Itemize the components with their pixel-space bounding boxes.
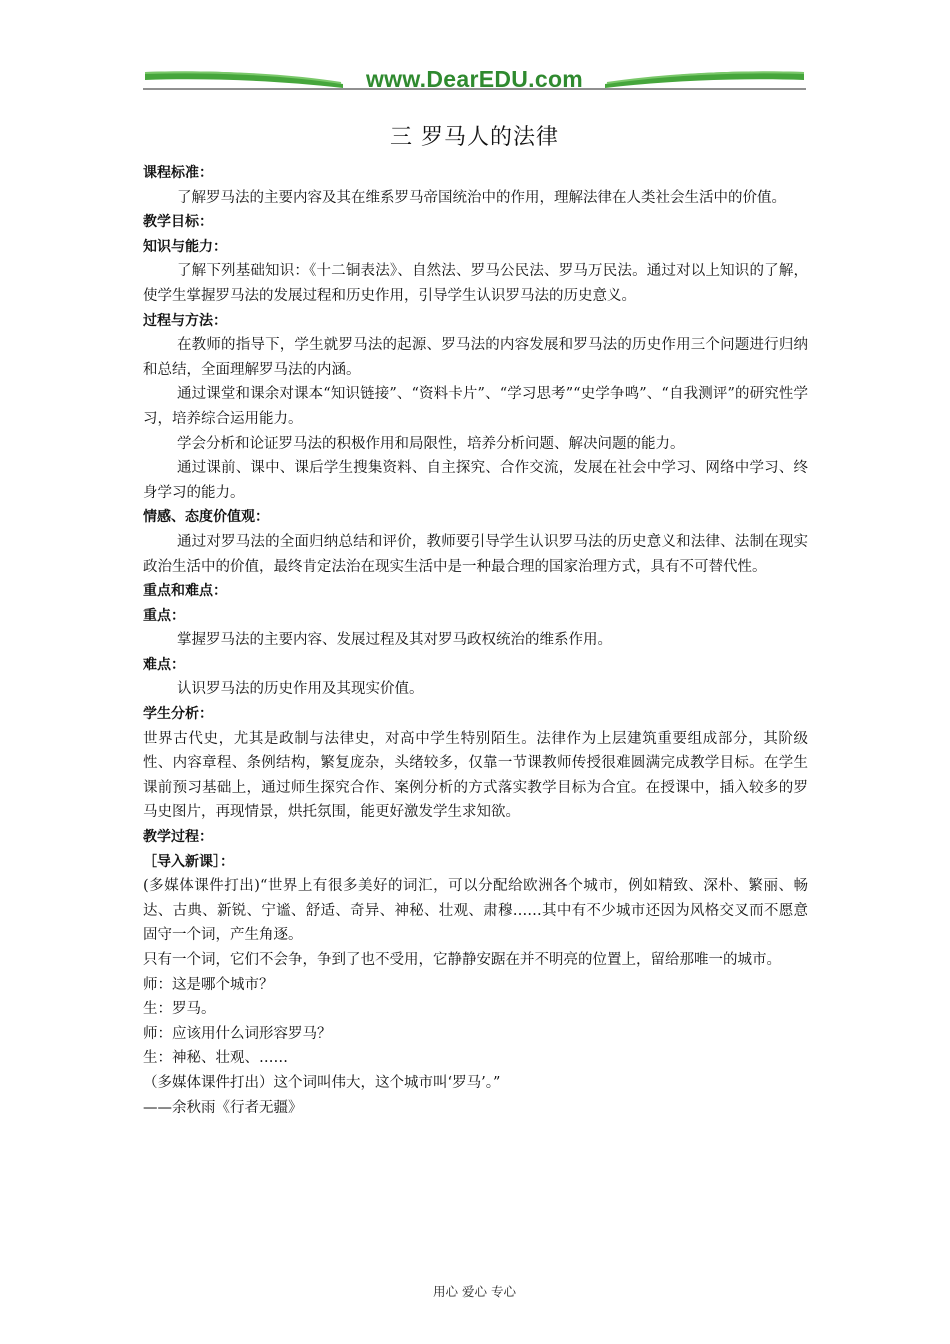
site-header-banner [143, 62, 806, 96]
paragraph-course-standard: 了解罗马法的主要内容及其在维系罗马帝国统治中的作用，理解法律在人类社会生活中的价值。 [177, 189, 786, 206]
paragraph-difficult: 认识罗马法的历史作用及其现实价值。 [177, 681, 424, 698]
paragraph-student-analysis: 世界古代史，尤其是政制与法律史，对高中学生特别陌生。法律作为上层建筑重要组成部分，其阶级性、内容章程、条例结构，繁复庞杂，头绪较多，仅靠一节课教师传授很难圆满完成教学目标。在学生课前预习基础上，通过师生探究合作、案例分析的方式落实教学目标为合宜。在授课中，插入较多的罗马史图片，再现情景，烘托氛围，能更好激发学生求知欲。 [143, 730, 808, 821]
paragraph-intro-2: 只有一个词，它们不会争，争到了也不受用，它静静安踞在并不明亮的位置上，留给那唯一的城市。 [143, 952, 781, 968]
paragraph-emotion: 通过对罗马法的全面归纳总结和评价，教师要引导学生认识罗马法的历史意义和法律、法制在现实政治生活中的价值，最终肯定法治在现实生活中是一种最合理的国家治理方式，具有不可替代性。 [143, 533, 808, 575]
heading-teaching-goals: 教学目标： [143, 214, 213, 231]
heading-intro: ［导入新课］： [143, 853, 234, 870]
paragraph-knowledge: 了解下列基础知识：《十二铜表法》、自然法、罗马公民法、罗马万民法。通过对以上知识的了解，使学生掌握罗马法的发展过程和历史作用，引导学生认识罗马法的历史意义。 [143, 263, 808, 304]
paragraph-intro-1: (多媒体课件打出)“世界上有很多美好的词汇，可以分配给欧洲各个城市，例如精致、深朴、繁丽、畅达、古典、新锐、宁谧、舒适、奇异、神秘、壮观、肃穆……其中有不少城市还因为风格交叉而不愿意固守一个词，产生角逐。 [143, 878, 808, 944]
paragraph-process-3: 学会分析和论证罗马法的积极作用和局限性，培养分析问题、解决问题的能力。 [177, 435, 685, 452]
page-title: 三 罗马人的法律 [390, 125, 559, 150]
heading-knowledge: 知识与能力： [143, 238, 227, 255]
page-footer: 用心 爱心 专心 [433, 1284, 516, 1299]
paragraph-process-1: 在教师的指导下，学生就罗马法的起源、罗马法的内容发展和罗马法的历史作用三个问题进行归纳和总结，全面理解罗马法的内涵。 [143, 337, 808, 378]
quote-attribution: ——余秋雨《行者无疆》 [143, 1099, 303, 1116]
heading-course-standard: 课程标准： [143, 165, 213, 181]
heading-process: 过程与方法： [143, 312, 227, 329]
heading-student-analysis: 学生分析： [143, 706, 213, 723]
heading-teaching-process: 教学过程： [143, 829, 213, 846]
paragraph-process-2: 通过课堂和课余对课本“知识链接”、“资料卡片”、“学习思考”“史学争鸣”、“自我测评”的研究性学习，培养综合运用能力。 [143, 386, 808, 427]
heading-key: 重点： [143, 607, 185, 624]
site-logo-text: www.DearEDU.com [365, 66, 584, 92]
heading-emotion: 情感、态度价值观： [143, 509, 269, 526]
paragraph-key: 掌握罗马法的主要内容、发展过程及其对罗马政权统治的维系作用。 [177, 632, 612, 649]
dialogue-line-3: 师：应该用什么词形容罗马？ [143, 1025, 332, 1042]
paragraph-process-4: 通过课前、课中、课后学生搜集资料、自主探究、合作交流，发展在社会中学习、网络中学习、终身学习的能力。 [143, 460, 808, 501]
dialogue-line-5: （多媒体课件打出）这个词叫伟大，这个城市叫‘罗马’。” [143, 1074, 501, 1091]
heading-difficult: 难点： [143, 656, 185, 673]
dialogue-line-1: 师：这是哪个城市？ [143, 976, 274, 993]
dialogue-line-2: 生：罗马。 [143, 1001, 216, 1018]
heading-key-difficult: 重点和难点： [143, 583, 227, 600]
lesson-plan-body [143, 161, 808, 1120]
dialogue-line-4: 生：神秘、壮观、…… [143, 1050, 288, 1067]
